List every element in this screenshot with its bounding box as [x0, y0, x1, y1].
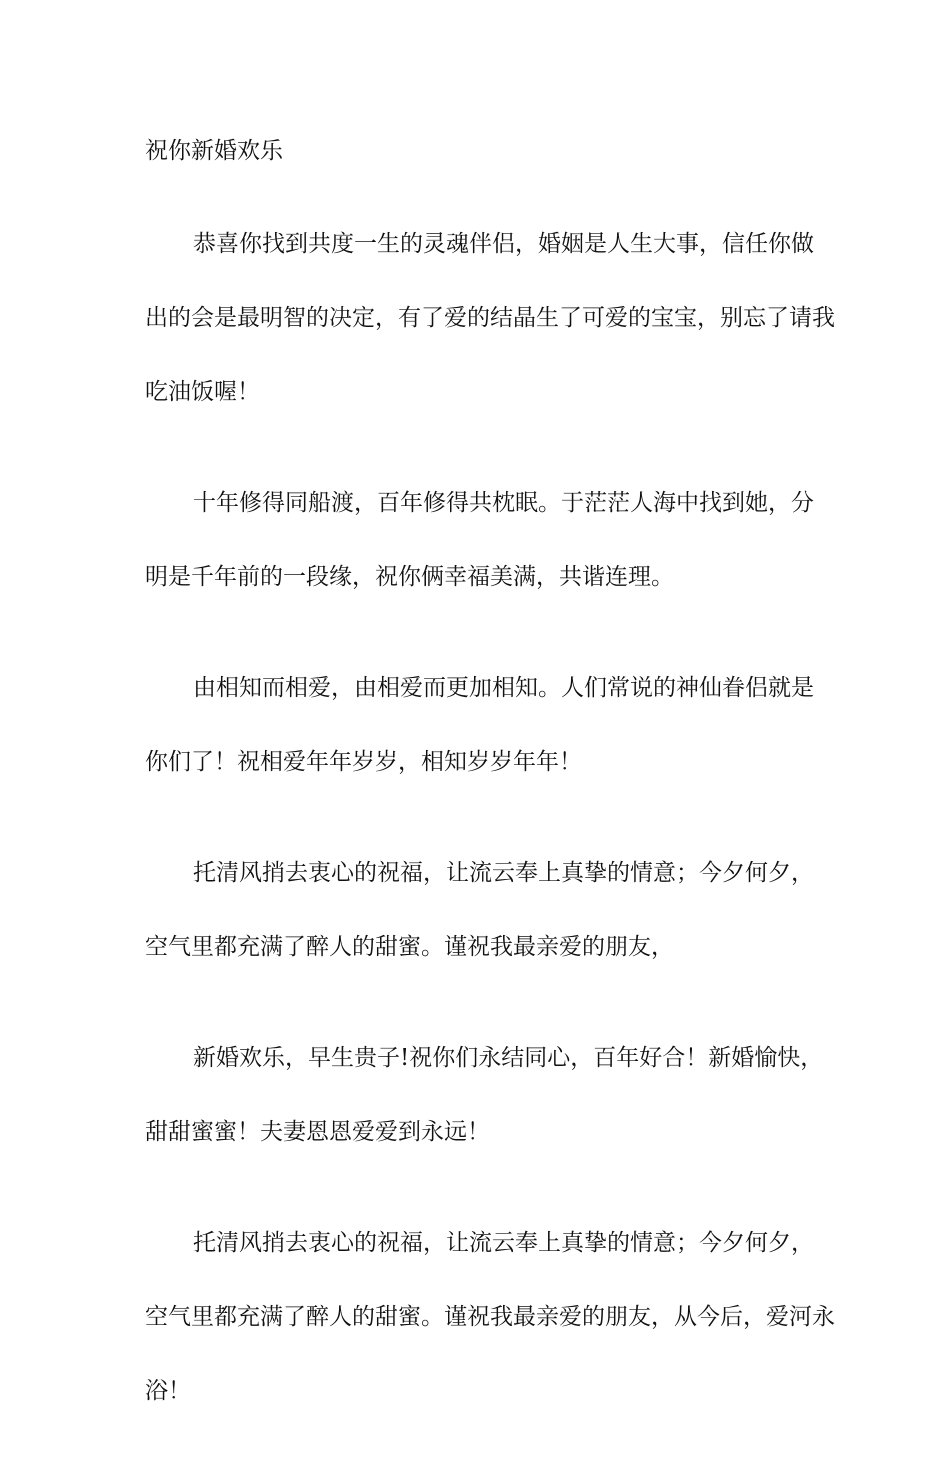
document-body — [145, 133, 835, 1465]
paragraph-6: 托清风捎去衷心的祝福，让流云奉上真挚的情意；今夕何夕，空气里都充满了醉人的甜蜜。谨祝我最亲爱的朋友，从今后，爱河永浴！ — [145, 1230, 835, 1404]
paragraph-4: 托清风捎去衷心的祝福，让流云奉上真挚的情意；今夕何夕，空气里都充满了醉人的甜蜜。谨祝我最亲爱的朋友， — [145, 860, 814, 960]
paragraph-2: 十年修得同船渡，百年修得共枕眠。于茫茫人海中找到她，分明是千年前的一段缘，祝你俩幸福美满，共谐连理。 — [145, 490, 814, 590]
document-title: 祝你新婚欢乐 — [145, 138, 283, 164]
paragraph-3: 由相知而相爱，由相爱而更加相知。人们常说的神仙眷侣就是你们了！祝相爱年年岁岁，相知岁岁年年！ — [145, 675, 814, 775]
paragraph-5: 新婚欢乐，早生贵子!祝你们永结同心，百年好合！新婚愉快，甜甜蜜蜜！夫妻恩恩爱爱到永远！ — [145, 1045, 824, 1145]
paragraph-1: 恭喜你找到共度一生的灵魂伴侣，婚姻是人生大事，信任你做出的会是最明智的决定，有了爱的结晶生了可爱的宝宝，别忘了请我吃油饭喔！ — [145, 231, 835, 405]
